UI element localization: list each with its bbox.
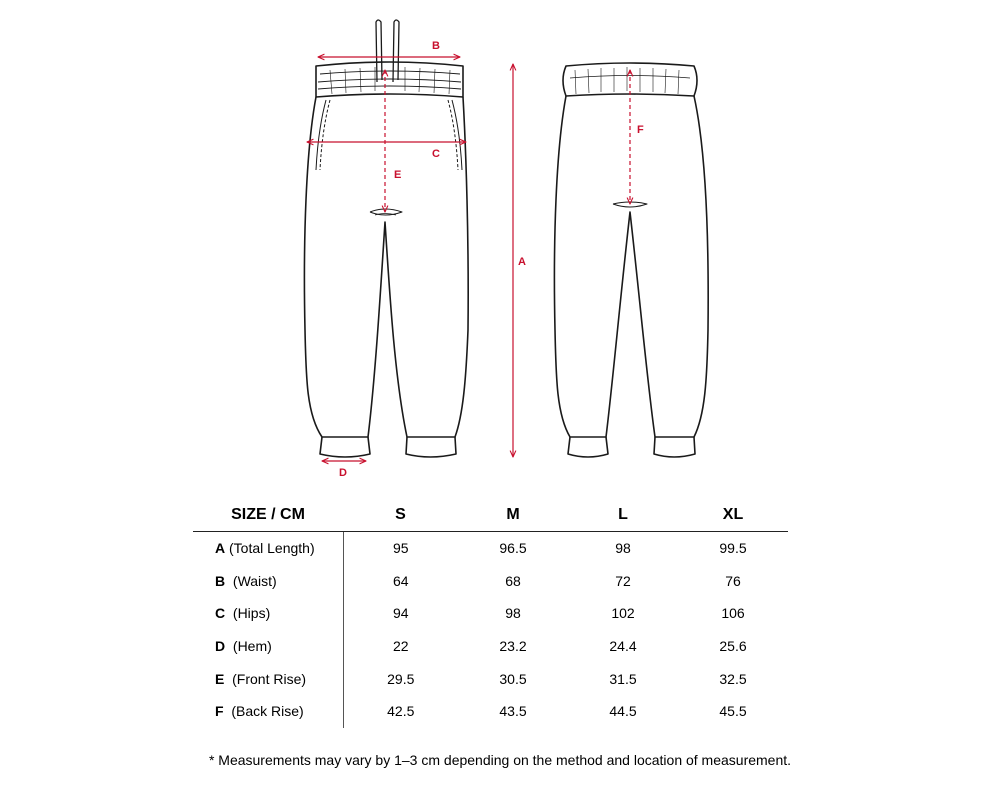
row-label: C (Hips) (193, 597, 343, 630)
label-d: D (339, 467, 347, 479)
label-c: C (432, 148, 440, 160)
size-m-header: M (458, 498, 568, 532)
row-label: B (Waist) (193, 565, 343, 598)
row-label: D (Hem) (193, 630, 343, 663)
row-label: E (Front Rise) (193, 662, 343, 695)
back-leg-outline (554, 96, 708, 437)
table-header-row (193, 498, 788, 532)
back-right-cuff (654, 437, 695, 457)
table-cell: 31.5 (609, 670, 637, 687)
size-chart-table (193, 498, 788, 728)
table-cell: 96.5 (499, 540, 527, 557)
front-leg-outline (304, 97, 468, 437)
table-cell: 25.6 (719, 638, 747, 655)
table-row (193, 532, 788, 565)
front-left-pocket (320, 100, 330, 170)
size-l-header: L (568, 498, 678, 532)
size-corner-header: SIZE / CM (193, 498, 343, 532)
size-s-header: S (343, 498, 458, 532)
front-left-cuff (320, 437, 370, 457)
table-cell: 30.5 (499, 670, 527, 687)
label-a: A (518, 256, 526, 268)
table-cell: 76 (725, 572, 741, 589)
table-cell: 72 (615, 572, 631, 589)
table-cell: 23.2 (499, 638, 527, 655)
row-label: F (Back Rise) (193, 695, 343, 728)
table-cell: 98 (505, 605, 521, 622)
back-view-pants (554, 63, 708, 457)
table-cell: 45.5 (719, 703, 747, 720)
table-row (193, 630, 788, 663)
front-right-cuff (406, 437, 456, 457)
table-cell: 42.5 (387, 703, 415, 720)
front-right-pocket (448, 100, 458, 170)
front-view-pants (304, 20, 468, 457)
table-cell: 68 (505, 572, 521, 589)
table-row (193, 565, 788, 598)
label-f: F (637, 124, 644, 136)
size-xl-header: XL (678, 498, 788, 532)
back-left-cuff (568, 437, 608, 457)
table-cell: 24.4 (609, 638, 637, 655)
table-cell: 64 (392, 572, 409, 589)
table-cell: 43.5 (499, 703, 527, 720)
table-row (193, 695, 788, 728)
table-cell: 106 (721, 605, 745, 622)
table-cell: 102 (611, 605, 635, 622)
table-cell: 98 (615, 540, 631, 557)
table-cell: 22 (392, 638, 409, 655)
table-row (193, 662, 788, 695)
label-e: E (394, 169, 402, 181)
table-cell: 99.5 (719, 540, 747, 557)
table-cell: 44.5 (609, 703, 637, 720)
label-b: B (432, 40, 440, 52)
measurement-footnote: * Measurements may vary by 1–3 cm depending on the method and location of measurement. (208, 752, 792, 768)
table-row (193, 597, 788, 630)
table-cell: 94 (392, 605, 409, 622)
row-label: A (Total Length) (193, 532, 343, 565)
front-waistband (316, 62, 463, 97)
table-cell: 95 (392, 540, 409, 557)
table-cell: 32.5 (719, 670, 747, 687)
table-cell: 29.5 (387, 670, 415, 687)
